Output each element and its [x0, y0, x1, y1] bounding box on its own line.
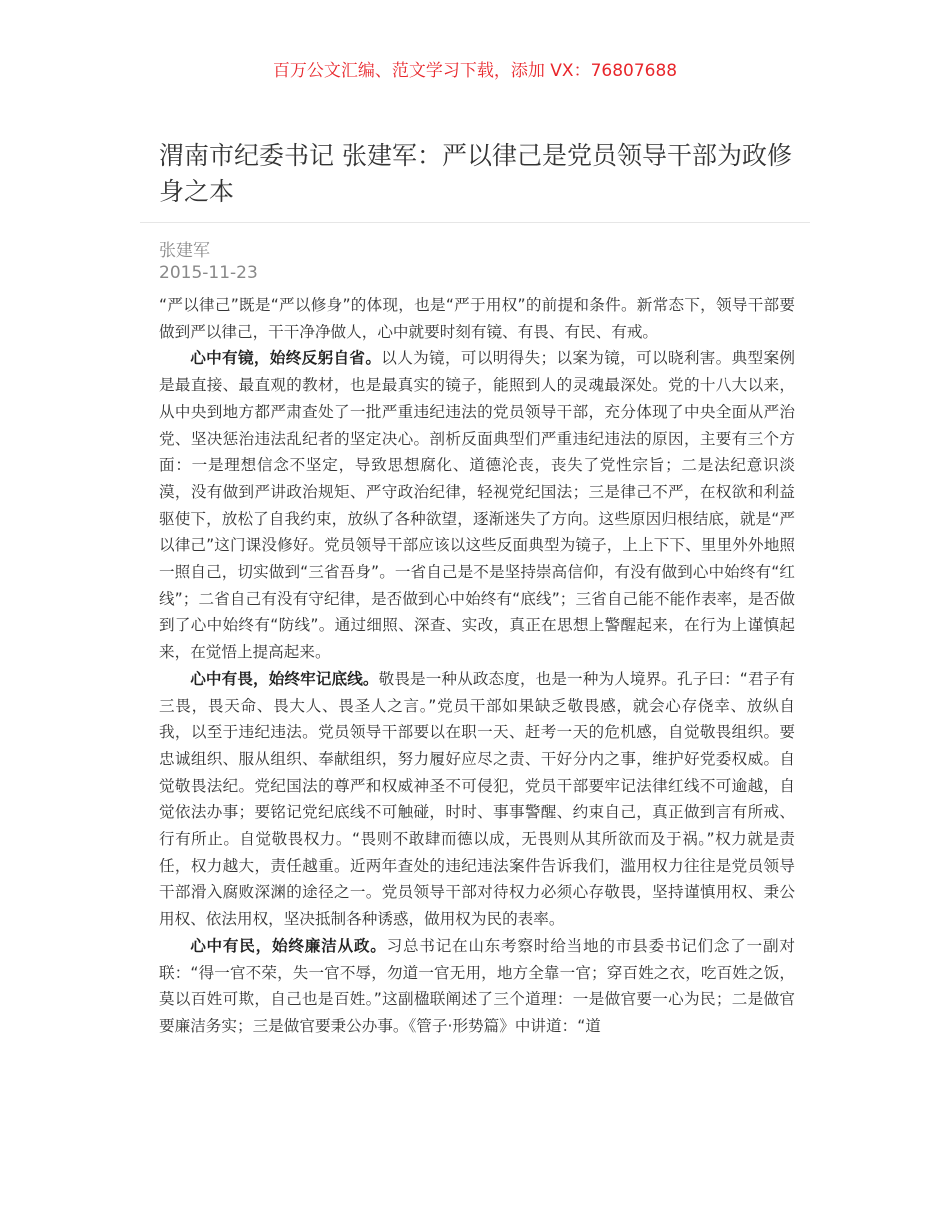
title-divider: [140, 222, 810, 223]
paragraph-mirror: [159, 345, 795, 665]
article: [140, 138, 810, 1040]
paragraph-people: [159, 933, 795, 1040]
paragraph-lead: 心中有畏，始终牢记底线。: [190, 669, 379, 688]
paragraph-text: 以人为镜，可以明得失；以案为镜，可以晓利害。典型案例是最直接、最直观的教材，也是最真实的镜子，能照到人的灵魂最深处。党的十八大以来，从中央到地方都严肃查处了一批严重违纪违法的党员领导干部，充分体现了中央全面从严治党、坚决惩治违法乱纪者的坚定决心。剖析反面典型们严重违纪违法的原因，主要有三个方面：一是理想信念不坚定，导致思想腐化、道德沦丧，丧失了党性宗旨；二是法纪意识淡漠，没有做到严讲政治规矩、严守政治纪律，轻视党纪国法；三是律己不严，在权欲和利益驱使下，放松了自我约束，放纵了各种欲望，逐渐迷失了方向。这些原因归根结底，就是“严以律己”这门课没修好。党员领导干部应该以这些反面典型为镜子，上上下下、里里外外地照一照自己，切实做到“三省吾身”。一省自己是不是坚持崇高信仰，有没有做到心中始终有“红线”；二省自己有没有守纪律，是否做到心中始终有“底线”；三省自己能不能作表率，是否做到了心中始终有“防线”。通过细照、深查、实改，真正在思想上警醒起来，在行为上谨慎起来，在觉悟上提高起来。: [159, 349, 795, 662]
article-date: 2015-11-23: [159, 263, 258, 283]
paragraph-lead: 心中有民，始终廉洁从政。: [190, 936, 387, 955]
paragraph-text: 敬畏是一种从政态度，也是一种为人境界。孔子曰：“君子有三畏，畏天命、畏大人、畏圣人之言。”党员干部如果缺乏敬畏感，就会心存侥幸、放纵自我，以至于违纪违法。党员领导干部要以在职一天、赶考一天的危机感，自觉敬畏组织。要忠诚组织、服从组织、奉献组织，努力履好应尽之责、干好分内之事，维护好党委权威。自觉敬畏法纪。党纪国法的尊严和权威神圣不可侵犯，党员干部要牢记法律红线不可逾越，自觉依法办事；要铭记党纪底线不可触碰，时时、事事警醒、约束自己，真正做到言有所戒、行有所止。自觉敬畏权力。“畏则不敢肆而德以成，无畏则从其所欲而及于祸。”权力就是责任，权力越大，责任越重。近两年查处的违纪违法案件告诉我们，滥用权力往往是党员领导干部滑入腐败深渊的途径之一。党员领导干部对待权力必须心存敬畏，坚持谨慎用权、秉公用权、依法用权，坚决抵制各种诱惑，做用权为民的表率。: [159, 669, 795, 929]
paragraph-text: “严以律己”既是“严以修身”的体现，也是“严于用权”的前提和条件。新常态下，领导干部要做到严以律己，干干净净做人，心中就要时刻有镜、有畏、有民、有戒。: [159, 296, 795, 341]
promo-banner: 百万公文汇编、范文学习下载，添加 VX：76807688: [272, 61, 678, 81]
paragraph-intro: [159, 292, 795, 345]
paragraph-text: 习总书记在山东考察时给当地的市县委书记们念了一副对联：“得一官不荣，失一官不辱，勿道一官无用，地方全靠一官；穿百姓之衣，吃百姓之饭，莫以百姓可欺，自己也是百姓。”这副楹联阐述了三个道理：一是做官要一心为民；二是做官要廉洁务实；三是做官要秉公办事。《管子·形势篇》中讲道：“道: [159, 936, 795, 1035]
article-author: 张建军: [159, 241, 210, 261]
paragraph-awe: [159, 666, 795, 933]
paragraph-lead: 心中有镜，始终反躬自省。: [190, 349, 382, 368]
article-title: 渭南市纪委书记 张建军：严以律己是党员领导干部为政修身之本: [159, 141, 792, 206]
article-meta: [159, 240, 810, 284]
article-body: [159, 292, 795, 1040]
